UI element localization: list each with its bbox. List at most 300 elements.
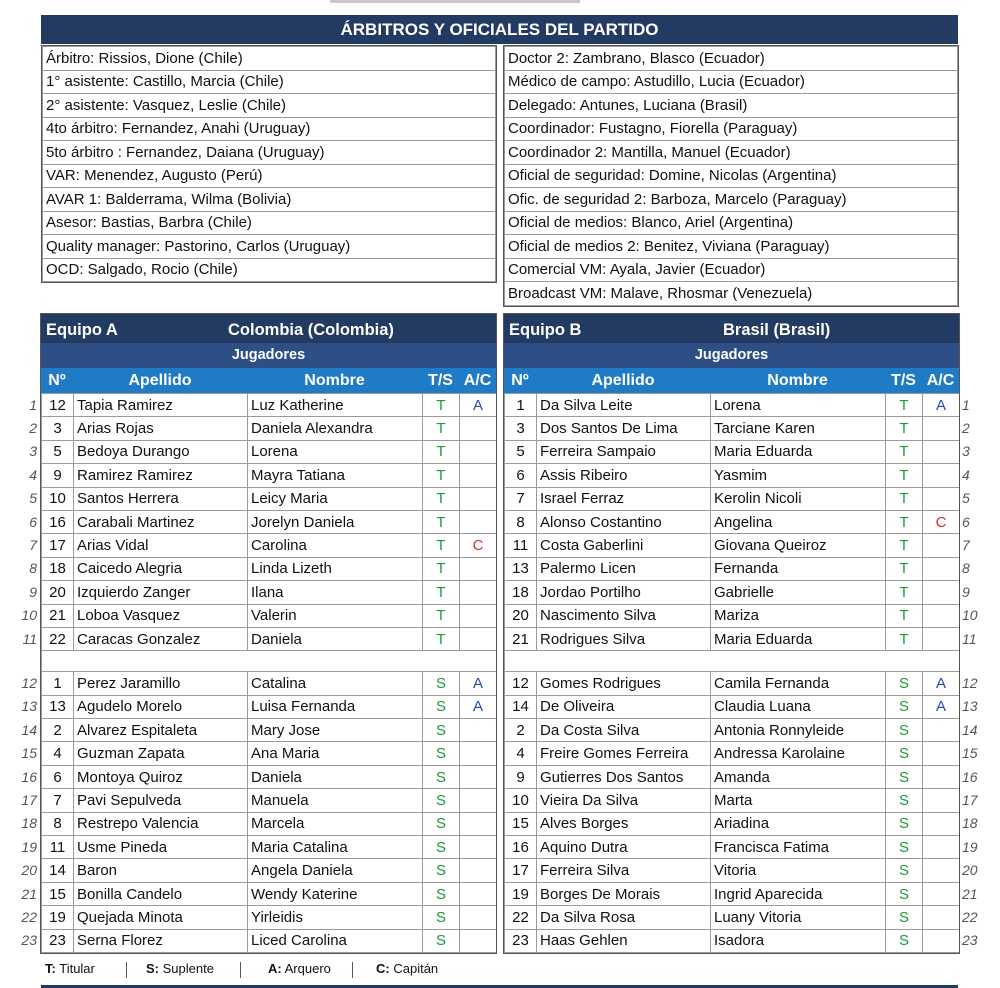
player-row [505,557,960,580]
player-first-name: Giovana Queiroz [711,534,886,557]
player-status: T [886,557,923,580]
team-a-label: Equipo A [46,321,118,339]
player-row [42,695,497,718]
player-row [505,765,960,788]
player-surname: Tapia Ramirez [74,394,248,417]
player-first-name: Maria Eduarda [711,627,886,650]
player-surname: Bonilla Candelo [74,882,248,905]
separator-cell [505,651,537,672]
player-first-name: Daniela [248,627,423,650]
player-number: 16 [42,510,74,533]
legend-key: C: [376,961,390,976]
player-first-name: Yirleidis [248,906,423,929]
player-number: 7 [505,487,537,510]
player-status: S [423,836,460,859]
player-row [42,672,497,695]
player-row [42,859,497,882]
official-entry: OCD: Salgado, Rocio (Chile) [43,258,496,282]
official-row [43,70,496,94]
player-role [923,487,960,510]
row-number: 18 [21,815,37,832]
player-first-name: Kerolin Nicoli [711,487,886,510]
player-role [460,557,497,580]
player-first-name: Yasmim [711,464,886,487]
player-row [42,417,497,440]
player-surname: Izquierdo Zanger [74,581,248,604]
row-number: 16 [21,768,37,785]
player-row [42,742,497,765]
row-number: 8 [29,560,37,577]
player-number: 14 [505,695,537,718]
official-row [505,282,958,306]
player-status: S [423,719,460,742]
player-status: S [423,882,460,905]
player-row [505,882,960,905]
player-role [923,859,960,882]
col-ts: T/S [428,371,453,389]
player-number: 6 [505,464,537,487]
player-status: T [423,440,460,463]
player-row [505,440,960,463]
player-role [460,765,497,788]
row-number: 14 [962,721,978,738]
official-entry: Oficial de medios 2: Benitez, Viviana (Paraguay) [505,235,958,259]
player-number: 13 [505,557,537,580]
player-number: 13 [42,695,74,718]
player-surname: Freire Gomes Ferreira [537,742,711,765]
player-status: S [886,836,923,859]
player-surname: Agudelo Morelo [74,695,248,718]
player-number: 10 [42,487,74,510]
player-status: S [423,765,460,788]
player-status: S [886,859,923,882]
player-number: 8 [42,812,74,835]
player-status: S [886,719,923,742]
official-row [43,141,496,165]
row-number: 10 [962,607,978,624]
separator-row [42,651,497,672]
player-first-name: Maria Eduarda [711,440,886,463]
player-status: T [423,510,460,533]
player-status: T [423,557,460,580]
col-surname: Apellido [128,371,192,389]
player-first-name: Ilana [248,581,423,604]
player-role [460,581,497,604]
player-first-name: Wendy Katerine [248,882,423,905]
player-number: 23 [42,929,74,952]
player-row [505,719,960,742]
player-status: T [423,534,460,557]
legend-text: Capitán [393,961,439,976]
player-row [505,859,960,882]
player-role [923,604,960,627]
player-row [505,906,960,929]
player-first-name: Marcela [248,812,423,835]
legend-key: S: [146,961,159,976]
player-first-name: Liced Carolina [248,929,423,952]
team-a-title [41,314,496,343]
player-row [42,487,497,510]
legend-divider [240,962,241,978]
official-row [505,164,958,188]
official-row [505,141,958,165]
col-ts: T/S [891,371,916,389]
official-row [505,188,958,212]
row-number: 22 [21,908,37,925]
player-first-name: Amanda [711,765,886,788]
officials-header: ÁRBITROS Y OFICIALES DEL PARTIDO [41,15,958,44]
player-surname: Serna Florez [74,929,248,952]
row-number: 14 [21,721,37,738]
player-number: 7 [42,789,74,812]
player-surname: Bedoya Durango [74,440,248,463]
row-number: 19 [962,838,978,855]
team-b-column-header [504,368,959,393]
player-role [460,906,497,929]
official-row [505,70,958,94]
player-surname: Guzman Zapata [74,742,248,765]
legend-divider [126,962,127,978]
separator-cell [42,651,74,672]
player-row [505,394,960,417]
row-number: 15 [962,745,978,762]
player-status: T [886,627,923,650]
player-surname: Palermo Licen [537,557,711,580]
team-b-block [504,314,959,953]
player-surname: Arias Vidal [74,534,248,557]
player-role [460,859,497,882]
player-status: S [423,695,460,718]
player-surname: Aquino Dutra [537,836,711,859]
player-first-name: Mary Jose [248,719,423,742]
player-surname: Borges De Morais [537,882,711,905]
player-number: 9 [42,464,74,487]
row-number: 9 [962,583,970,600]
player-number: 12 [42,394,74,417]
player-status: S [886,906,923,929]
player-number: 21 [42,604,74,627]
row-number: 21 [21,885,37,902]
player-surname: De Oliveira [537,695,711,718]
player-role: A [923,695,960,718]
official-entry: Coordinador 2: Mantilla, Manuel (Ecuador) [505,141,958,165]
player-role [460,812,497,835]
player-first-name: Lorena [248,440,423,463]
player-first-name: Angela Daniela [248,859,423,882]
player-status: T [423,627,460,650]
player-role [460,487,497,510]
official-entry: Árbitro: Rissios, Dione (Chile) [43,47,496,71]
player-status: T [423,394,460,417]
player-row [505,487,960,510]
player-first-name: Catalina [248,672,423,695]
row-number: 2 [962,420,970,437]
player-surname: Alvarez Espitaleta [74,719,248,742]
row-number: 20 [962,862,978,879]
player-first-name: Luany Vitoria [711,906,886,929]
team-a-players [41,393,497,953]
official-entry: Oficial de medios: Blanco, Ariel (Argentina) [505,211,958,235]
player-row [42,789,497,812]
player-row [42,464,497,487]
player-number: 1 [42,672,74,695]
player-number: 18 [505,581,537,604]
player-number: 4 [505,742,537,765]
separator-row [505,651,960,672]
player-role [460,719,497,742]
official-entry: 2° asistente: Vasquez, Leslie (Chile) [43,94,496,118]
official-entry: Doctor 2: Zambrano, Blasco (Ecuador) [505,47,958,71]
player-row [42,627,497,650]
player-surname: Rodrigues Silva [537,627,711,650]
player-first-name: Leicy Maria [248,487,423,510]
team-a-section: Jugadores [41,343,496,368]
player-row [42,906,497,929]
row-number: 3 [962,443,970,460]
row-number: 2 [29,420,37,437]
col-name: Nombre [767,371,828,389]
player-first-name: Linda Lizeth [248,557,423,580]
separator-cell [923,651,960,672]
player-role [923,765,960,788]
official-row [505,94,958,118]
player-row [42,557,497,580]
player-role [460,789,497,812]
player-role [460,627,497,650]
player-number: 2 [505,719,537,742]
player-first-name: Tarciane Karen [711,417,886,440]
player-surname: Caracas Gonzalez [74,627,248,650]
player-status: S [886,672,923,695]
player-role [460,417,497,440]
player-surname: Nascimento Silva [537,604,711,627]
legend-key: A: [268,961,282,976]
row-number: 7 [962,537,970,554]
player-row [505,812,960,835]
player-status: S [423,742,460,765]
player-role [923,742,960,765]
player-number: 8 [505,510,537,533]
legend-text: Suplente [162,961,214,976]
row-number: 13 [962,698,978,715]
player-surname: Usme Pineda [74,836,248,859]
player-number: 22 [42,627,74,650]
team-a-block [41,314,496,953]
official-entry: Ofic. de seguridad 2: Barboza, Marcelo (Paraguay) [505,188,958,212]
player-number: 9 [505,765,537,788]
player-number: 23 [505,929,537,952]
player-row [42,765,497,788]
officials-right-table [504,46,958,306]
player-first-name: Claudia Luana [711,695,886,718]
col-surname: Apellido [591,371,655,389]
player-surname: Vieira Da Silva [537,789,711,812]
player-row [42,836,497,859]
player-role [923,627,960,650]
player-first-name: Camila Fernanda [711,672,886,695]
legend-item [146,961,214,976]
player-surname: Restrepo Valencia [74,812,248,835]
player-surname: Ferreira Silva [537,859,711,882]
player-first-name: Mariza [711,604,886,627]
player-surname: Gomes Rodrigues [537,672,711,695]
player-status: S [886,812,923,835]
player-surname: Haas Gehlen [537,929,711,952]
row-number: 12 [21,674,37,691]
separator-cell [248,651,423,672]
player-first-name: Isadora [711,929,886,952]
player-role: A [923,394,960,417]
player-number: 3 [42,417,74,440]
player-status: S [886,695,923,718]
player-surname: Loboa Vasquez [74,604,248,627]
player-row [42,719,497,742]
player-row [42,812,497,835]
player-status: S [423,859,460,882]
player-role: C [460,534,497,557]
player-status: S [886,765,923,788]
official-entry: Asesor: Bastias, Barbra (Chile) [43,211,496,235]
player-surname: Assis Ribeiro [537,464,711,487]
player-status: T [886,510,923,533]
player-status: T [886,417,923,440]
official-row [505,258,958,282]
official-entry: Oficial de seguridad: Domine, Nicolas (Argentina) [505,164,958,188]
player-first-name: Francisca Fatima [711,836,886,859]
player-role [923,581,960,604]
player-surname: Da Silva Rosa [537,906,711,929]
player-role [460,510,497,533]
player-role: A [460,394,497,417]
player-status: T [423,417,460,440]
player-first-name: Antonia Ronnyleide [711,719,886,742]
separator-cell [711,651,886,672]
player-row [505,464,960,487]
row-number: 7 [29,537,37,554]
official-entry: Broadcast VM: Malave, Rhosmar (Venezuela) [505,282,958,306]
col-num: Nº [511,371,529,389]
row-number: 5 [29,490,37,507]
player-status: T [886,581,923,604]
player-status: T [886,604,923,627]
player-surname: Costa Gaberlini [537,534,711,557]
col-num: Nº [48,371,66,389]
row-number: 4 [29,466,37,483]
official-row [43,94,496,118]
row-number: 1 [29,396,37,413]
player-status: T [423,487,460,510]
player-status: T [886,464,923,487]
player-surname: Dos Santos De Lima [537,417,711,440]
official-entry: Delegado: Antunes, Luciana (Brasil) [505,94,958,118]
player-role [460,440,497,463]
row-number: 18 [962,815,978,832]
player-status: T [886,440,923,463]
player-role [460,464,497,487]
team-b-label: Equipo B [509,321,582,339]
row-number: 15 [21,745,37,762]
player-status: S [886,789,923,812]
player-status: S [886,882,923,905]
player-number: 19 [505,882,537,905]
player-row [505,627,960,650]
player-surname: Da Silva Leite [537,394,711,417]
row-number: 13 [21,698,37,715]
separator-cell [886,651,923,672]
player-role [460,882,497,905]
official-entry: Comercial VM: Ayala, Javier (Ecuador) [505,258,958,282]
row-number: 11 [22,630,37,647]
player-status: S [423,672,460,695]
row-number: 8 [962,560,970,577]
team-b-title [504,314,959,343]
player-role [460,836,497,859]
player-surname: Ramirez Ramirez [74,464,248,487]
player-number: 4 [42,742,74,765]
team-a-column-header [41,368,496,393]
official-row [43,235,496,259]
player-surname: Santos Herrera [74,487,248,510]
player-row [505,534,960,557]
row-number: 4 [962,466,970,483]
player-number: 6 [42,765,74,788]
player-surname: Quejada Minota [74,906,248,929]
player-row [505,836,960,859]
player-status: S [423,812,460,835]
legend-text: Titular [59,961,95,976]
player-row [505,789,960,812]
official-row [43,258,496,282]
row-number: 17 [962,791,978,808]
official-row [43,117,496,141]
row-number: 22 [962,908,978,925]
player-row [42,929,497,952]
player-number: 17 [505,859,537,882]
officials-left-table [42,46,496,282]
player-number: 14 [42,859,74,882]
separator-cell [460,651,497,672]
cropped-header-remnant [330,0,580,3]
player-row [42,581,497,604]
player-first-name: Jorelyn Daniela [248,510,423,533]
col-ac: A/C [926,371,955,389]
row-number: 12 [962,674,978,691]
player-role: A [460,695,497,718]
official-entry: Quality manager: Pastorino, Carlos (Uruguay) [43,235,496,259]
row-number: 6 [29,513,37,530]
player-row [505,672,960,695]
player-number: 15 [42,882,74,905]
player-role: A [460,672,497,695]
player-row [42,510,497,533]
player-row [505,742,960,765]
player-status: T [423,604,460,627]
player-row [505,510,960,533]
player-row [42,440,497,463]
player-first-name: Ana Maria [248,742,423,765]
player-number: 11 [505,534,537,557]
player-first-name: Marta [711,789,886,812]
row-number: 20 [21,862,37,879]
col-ac: A/C [463,371,492,389]
team-b-section: Jugadores [504,343,959,368]
player-row [505,929,960,952]
player-number: 22 [505,906,537,929]
player-first-name: Daniela Alexandra [248,417,423,440]
player-row [505,695,960,718]
row-number: 6 [962,513,970,530]
player-role [923,417,960,440]
